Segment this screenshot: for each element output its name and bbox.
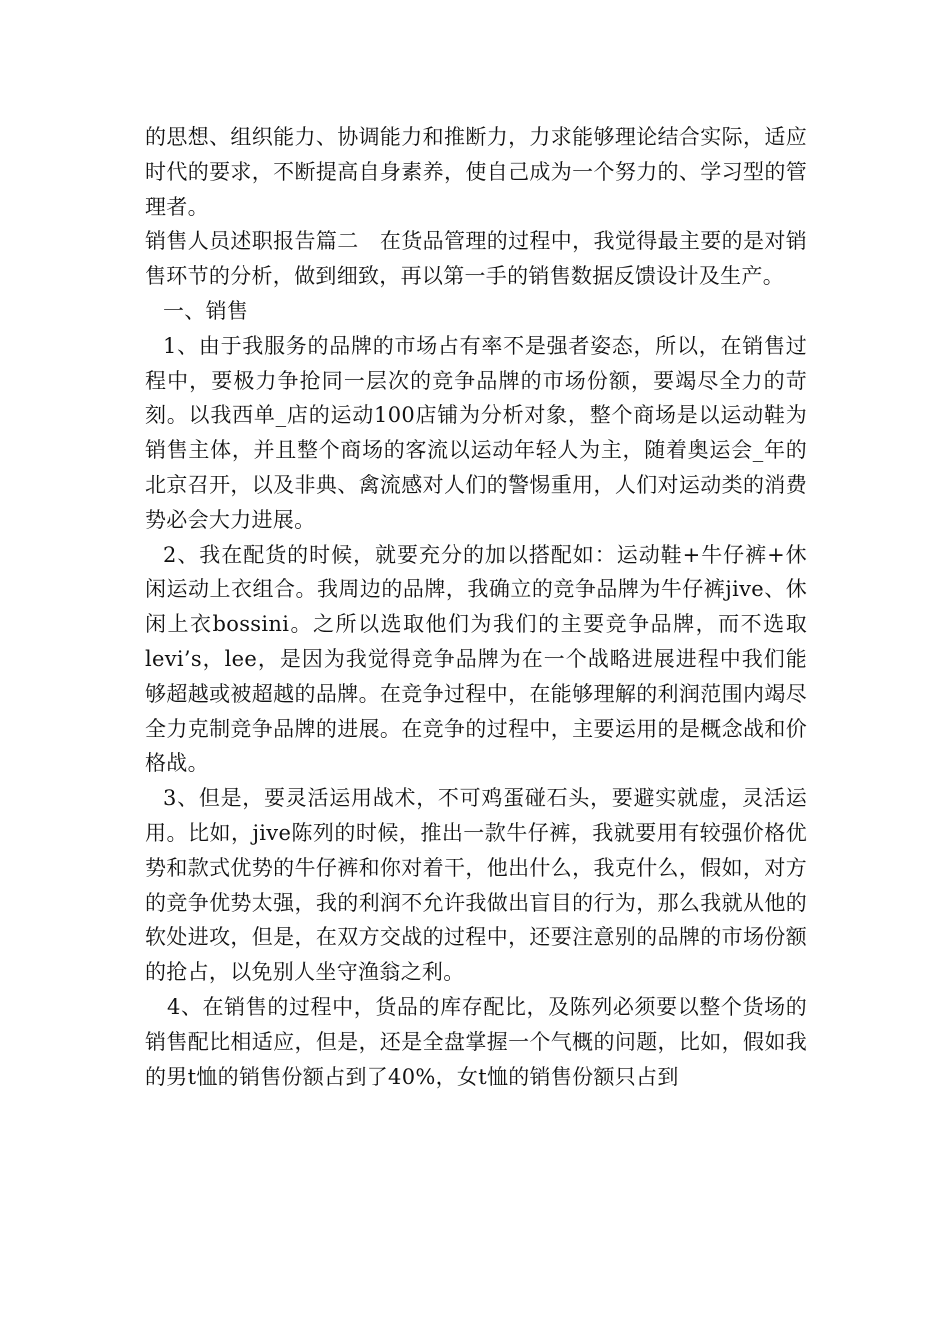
paragraph-point-4: 4、在销售的过程中，货品的库存配比，及陈列必须要以整个货场的销售配比相适应，但是，还是全盘掌握一个气概的问题，比如，假如我的男t恤的销售份额占到了40%，女t恤的销售份额只占到 xyxy=(145,994,807,1089)
paragraph-intro-continuation: 的思想、组织能力、协调能力和推断力，力求能够理论结合实际，适应时代的要求，不断提高自身素养，使自己成为一个努力的、学习型的管理者。 xyxy=(145,125,807,219)
paragraph-report-heading: 销售人员述职报告篇二 在货品管理的过程中，我觉得最主要的是对销售环节的分析，做到细致，再以第一手的销售数据反馈设计及生产。 xyxy=(145,229,807,289)
paragraph-point-3: 3、但是，要灵活运用战术，不可鸡蛋碰石头，要避实就虚，灵活运用。比如，jive陈列的时候，推出一款牛仔裤，我就要用有较强价格优势和款式优势的牛仔裤和你对着干，他出什么，我克什么，假如，对方的竞争优势太强，我的利润不允许我做出盲目的行为，那么我就从他的软处进攻，但是，在双方交战的过程中，还要注意别的品牌的市场份额的抢占，以免别人坐守渔翁之利。 xyxy=(145,786,807,985)
document-body xyxy=(145,120,807,1094)
paragraph-point-2: 2、我在配货的时候，就要充分的加以搭配如：运动鞋+牛仔裤+休闲运动上衣组合。我周边的品牌，我确立的竞争品牌为牛仔裤jive、休闲上衣bossini。之所以选取他们为我们的主要竞争品牌，而不选取levi’s，lee，是因为我觉得竞争品牌为在一个战略进展进程中我们能够超越或被超越的品牌。在竞争过程中，在能够理解的利润范围内竭尽全力克制竞争品牌的进展。在竞争的过程中，主要运用的是概念战和价格战。 xyxy=(145,542,807,776)
paragraph-point-1: 1、由于我服务的品牌的市场占有率不是强者姿态，所以，在销售过程中，要极力争抢同一层次的竞争品牌的市场份额，要竭尽全力的苛刻。以我西单_店的运动100店铺为分析对象，整个商场是以运动鞋为销售主体，并且整个商场的客流以运动年轻人为主，随着奥运会_年的北京召开，以及非典、禽流感对人们的警惕重用，人们对运动类的消费势必会大力进展。 xyxy=(145,333,807,532)
section-heading-sales: 一、销售 xyxy=(163,298,249,323)
